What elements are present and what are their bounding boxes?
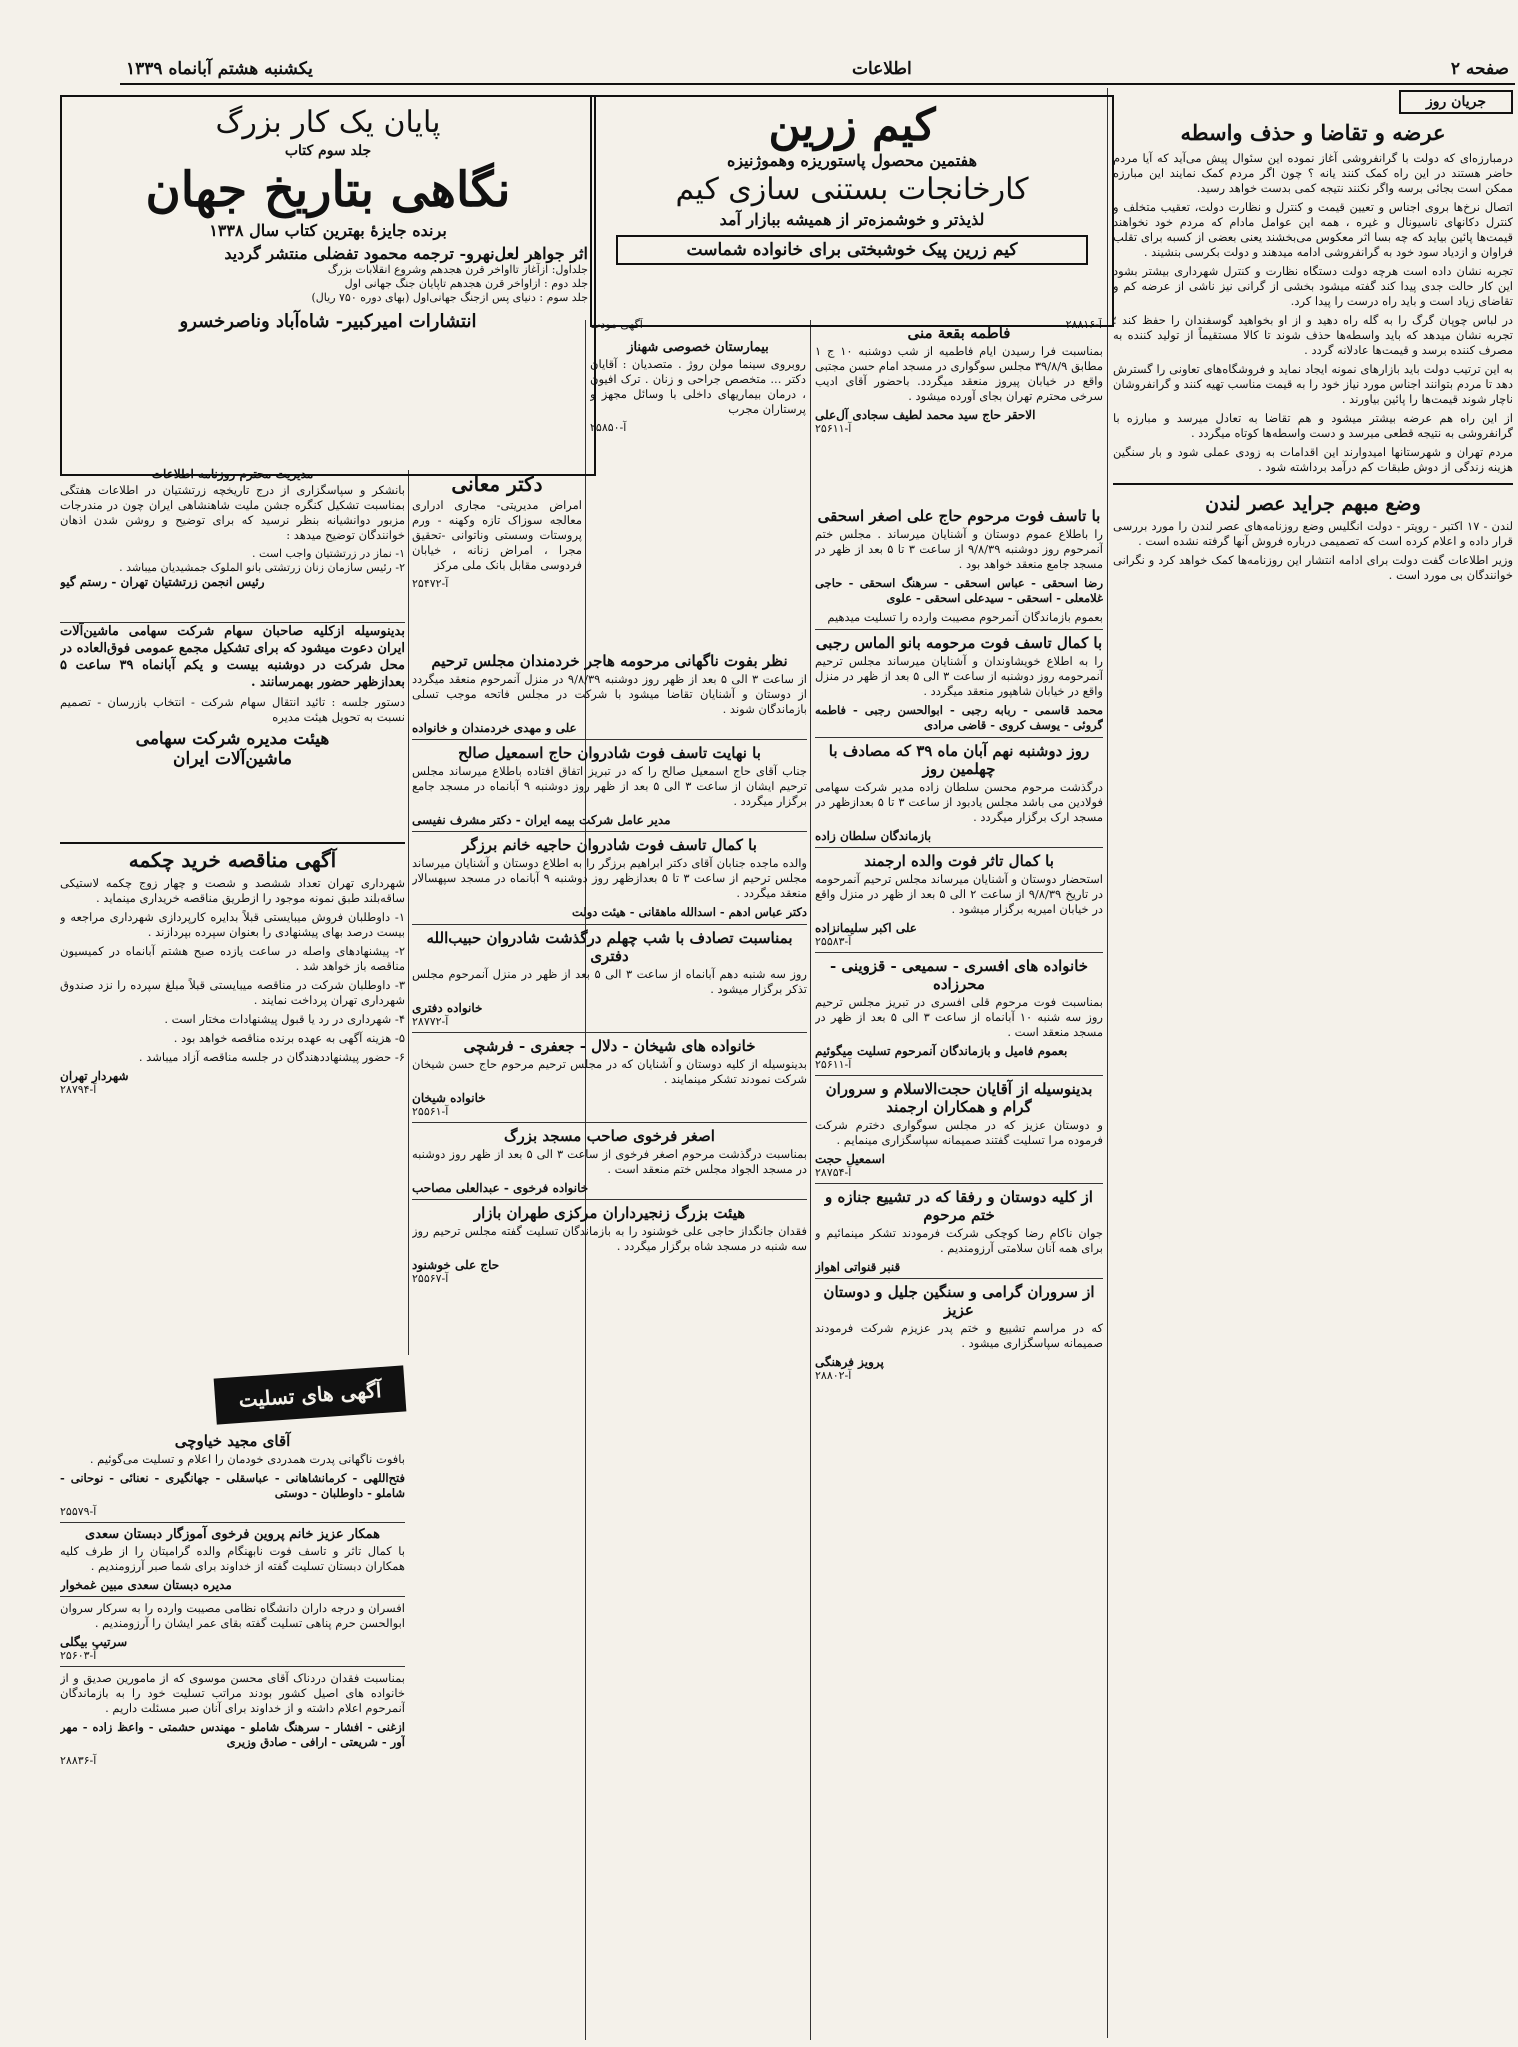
divider	[412, 924, 807, 925]
notice-title: روز دوشنبه نهم آبان ماه ۳۹ که مصادف با چهلمین روز	[828, 742, 1090, 778]
notice-text: بمناسبت فرا رسیدن ایام فاطمیه از شب دوشنبه ۱۰ ج ۱ مطابق ۳۹/۸/۹ مجلس سوگواری در مسجد امام حسن مجتبی واقع در خیابان پیروز منعقد میگردد. باحضور آقای ادیب سرخی محترم تهران بجای آورده میشود .	[815, 344, 1103, 403]
tender-notice	[60, 842, 405, 1364]
editorial-column	[1113, 90, 1513, 2035]
cream-slogan: کیم زرین پیک خوشبختی برای خانواده شماست	[616, 235, 1088, 265]
notice-text: روز سه شنبه دهم آبانماه از ساعت ۳ الی ۵ بعد از ظهر در منزل آنمرحوم مجلس تذکر برگزار میشود .	[412, 967, 807, 996]
notice-text: را به اطلاع خویشاوندان و آشنایان میرساند مجلس ترحیم آنمرحومه روز دوشنبه از ساعت ۳ الی ۵ بعد از ظهر در منزل واقع در خیابان شاهپور منعقد میگردد .	[815, 654, 1103, 698]
notice-signature: علی اکبر سلیمانزاده	[815, 921, 917, 935]
notice-signature: بعموم فامیل و بازماندگان آنمرحوم تسلیت میگوئیم	[815, 1044, 1068, 1058]
fatemeh-notice	[815, 322, 1103, 497]
ad-code: آ-۲۵۸۵۰	[590, 421, 627, 434]
doctor-title: دکتر معانی	[451, 472, 543, 496]
condolence-text: بمناسبت فقدان دردناک آقای محسن موسوی که از مامورین صدیق و از خانواده های اصیل کشور بودند مراتب تسلیت خود را به بازماندگان آنمرحوم اعلام داشته و از خداوند برای آنان صبر مسئلت داریم .	[60, 1671, 405, 1715]
office-letter	[60, 465, 405, 615]
shareholders-sig: هیئت مدیره شرکت سهامی	[135, 729, 330, 749]
notice-text: بمناسبت فوت مرحوم قلی افسری در تبریز مجلس ترحیم روز سه شنبه ۱۰ آبانماه از ساعت ۳ الی ۵ بعد از ظهر در مسجد منعقد است .	[815, 995, 1103, 1039]
cream-title: کیم زرین	[768, 100, 936, 151]
notice-title: نظر بفوت ناگهانی مرحومه هاجر خردمندان مجلس ترحیم	[431, 652, 788, 670]
cream-sub: هفتمین محصول پاستوریزه وهموژنیزه	[726, 151, 978, 170]
paragraph: تجربه نشان داده است هرچه دولت دستگاه نظارت و کنترل شهرداری بیشتر بشود این کار حالت جدی پیدا کند گفته میشود بخشی از گرانی نیز ناشی از عرضه کم و تقاضای زیاد است و باید راه درست را پیدا کرد.	[1113, 264, 1513, 308]
notice-title: خانواده های شیخان - دلال - جعفری - فرشچی	[463, 1037, 756, 1055]
notice-title: هیئت بزرگ زنجیرداران مرکزی طهران بازار	[473, 1204, 746, 1222]
notice-title: از کلیه دوستان و رفقا که در تشییع جنازه و ختم مرحوم	[825, 1188, 1093, 1224]
book-volume: جلد سوم کتاب	[284, 143, 372, 159]
divider	[815, 1183, 1103, 1184]
notice-title: بدینوسیله از آقایان حجت‌الاسلام و سروران گرام و همکاران ارجمند	[825, 1080, 1093, 1116]
tender-item: ۲- پیشنهادهای واصله در ساعت یازده صبح هشتم آبانماه در کمیسیون مناقصه باز خواهد شد .	[60, 944, 405, 973]
condolence-text: با کمال تاثر و تاسف فوت نابهنگام والده گرامیتان را از طرف کلیه همکاران دبستان تسلیت گفته از خداوند برای شما صبر آرزومندیم .	[60, 1544, 405, 1573]
hospital-text: روبروی سینما مولن روژ . متصدیان : آقایان دکتر ... متخصص جراحی و زنان . ترک افیون ، درمان بیماریهای داخلی با وسائل مجهز و پرستاران مجرب	[590, 357, 806, 416]
hospital-ad	[590, 338, 806, 498]
column-rule	[408, 470, 409, 1355]
notice-title: اصغر فرخوی صاحب مسجد بزرگ	[504, 1127, 715, 1145]
divider	[412, 831, 807, 832]
notice-text: بمناسبت درگذشت مرحوم اصغر فرخوی از ساعت ۳ الی ۵ بعد از ظهر روز دوشنبه در مسجد الجواد مجلس ختم منعقد است .	[412, 1147, 807, 1176]
ad-code: آ-۲۸۸۰۲	[815, 1369, 852, 1382]
ad-code: آ-۲۵۵۷۹	[60, 1505, 97, 1518]
notice-signature: خانواده دفتری	[412, 1001, 483, 1015]
news-title: وضع مبهم جراید عصر لندن	[1205, 493, 1421, 515]
paragraph: لندن - ۱۷ اکتبر - رویتر - دولت انگلیس وضع روزنامه‌های عصر لندن را مورد بررسی قرار داده و اعلام کرده است که تصمیمی درباره فروش آنها گرفته نشده است .	[1113, 519, 1513, 548]
notice-title: با تاسف فوت مرحوم حاج علی اصغر اسحقی	[817, 507, 1101, 525]
divider	[815, 1278, 1103, 1279]
shareholders-agenda: دستور جلسه : تائید انتقال سهام شرکت - انتخاب بازرسان - تصمیم نسبت به تحویل هیئت مدیره	[60, 695, 405, 724]
divider	[815, 1075, 1103, 1076]
book-line: جلد دوم : ازاواخر قرن هجدهم تاپایان جنگ جهانی اول	[344, 277, 588, 290]
notice-signature: خانواده فرخوی - عبدالعلی مصاحب	[412, 1181, 589, 1195]
book-line: جلد سوم : دنیای پس ازجنگ جهانی‌اول (بهای دوره ۷۵۰ ریال)	[311, 291, 588, 304]
condolence-text: بافوت ناگهانی پدرت همدردی خودمان را اعلام و تسلیت می‌گوئیم .	[89, 1452, 405, 1466]
notice-signature: بازماندگان سلطان زاده	[815, 829, 932, 843]
doctor-ad	[412, 470, 582, 645]
book-award: برنده جایزهٔ بهترین کتاب سال ۱۳۳۸	[209, 221, 447, 240]
ad-code: آ-۲۵۵۶۱	[412, 1105, 449, 1118]
condolence-title: آقای مجید خیاوچی	[174, 1432, 291, 1450]
divider	[815, 737, 1103, 738]
notice-signature: خانواده شیخان	[412, 1091, 486, 1105]
page-number: صفحه ۲	[1450, 59, 1509, 79]
shareholders-sig: ماشین‌آلات ایران	[173, 749, 292, 769]
notice-signature: پرویز فرهنگی	[815, 1355, 884, 1369]
ad-code: آ-۲۵۴۷۲	[412, 577, 449, 590]
paragraph: به این ترتیب دولت باید بازارهای نمونه ایجاد نماید و فروشگاه‌های تعاونی را گسترش دهد تا مردم بتوانند اجناس مورد نیاز خود را به قیمت مناسب تهیه کنند و گرانفروشان ناچار شوند قیمت‌ها را پائین بیاورند .	[1113, 362, 1513, 406]
condolence-text: افسران و درجه داران دانشگاه نظامی مصیبت وارده را به سرکار سروان ابوالحسن حرم پناهی تسلیت گفته بقای عمر ایشان را آرزومندیم .	[60, 1601, 405, 1630]
condolence-sig: سرتیپ بیگلی	[60, 1635, 128, 1649]
notice-signature: مدیر عامل شرکت بیمه ایران - دکتر مشرف نفیسی	[412, 813, 671, 827]
book-ad	[60, 95, 596, 476]
notice-signature: اسمعیل حجت	[815, 1152, 885, 1166]
notice-signature: بعموم بازماندگان آنمرحوم مصیبت وارده را تسلیت میدهیم	[827, 610, 1103, 624]
notice-text: جناب آقای حاج اسمعیل صالح را که در تبریز اتفاق افتاده باطلاع میرساند مجلس ترحیم ایشان از ساعت ۳ الی ۵ بعد از ظهر روز دوشنبه ۹ آبانماه در مسجد جامع برگزار میگردد .	[412, 764, 807, 808]
ad-agency: آگهی مودت	[590, 318, 643, 331]
divider	[815, 629, 1103, 630]
divider	[60, 1596, 405, 1597]
notice-signature: علی و مهدی خردمندان و خانواده	[412, 721, 577, 735]
ad-code: آ-۲۸۷۹۴	[60, 1083, 97, 1096]
notice-signature: رضا اسحقی - عباس اسحقی - سرهنگ اسحقی - حاجی غلامعلی - اسحقی - سیدعلی اسحقی - علوی	[815, 576, 1103, 605]
hospital-title: بیمارستان خصوصی شهناز	[627, 340, 769, 355]
notice-signature: الاحقر حاج سید محمد لطیف سجادی آل‌علی	[815, 408, 1036, 422]
book-line: جلداول: ازآغاز تااواخر قرن هجدهم وشروع انقلابات بزرگ	[327, 263, 588, 276]
notice-text: از ساعت ۳ الی ۵ بعد از ظهر روز دوشنبه ۹/۸/۳۹ در منزل آنمرحوم منعقد میگردد از دوستان و آشنایان تقاضا میشود با شرکت در مجلس فاتحه موجب تسلی بازماندگان شوند .	[412, 672, 807, 716]
cream-ad	[590, 95, 1114, 327]
notice-title: با کمال تاسف فوت شادروان حاجیه خانم برزگر	[462, 836, 757, 854]
book-publisher: انتشارات امیرکبیر- شاه‌آباد وناصرخسرو	[179, 311, 477, 332]
tender-item: ۶- حضور پیشنهاددهندگان در جلسه مناقصه آزاد میباشد .	[138, 1050, 405, 1064]
tender-item: شهرداری تهران تعداد ششصد و شصت و چهار زوج چکمه لاستیکی ساقه‌بلند طبق نمونه موجود را ازطریق مناقصه خریداری مینماید .	[60, 876, 405, 905]
paragraph: مردم تهران و شهرستانها امیدوارند این اقدامات به زودی عملی شود و بار سنگین هزینه زندگی از دوش طبقات کم درآمد برداشته شود .	[1113, 445, 1513, 474]
editorial-body	[1113, 151, 1513, 475]
ad-code: آ-۲۵۵۸۳	[815, 935, 852, 948]
tender-item: ۱- داوطلبان فروش میبایستی قبلاً بدایره کارپردازی شهرداری مراجعه و بیست درصد بهای پیشنهادی را بعنوان سپرده بپردازند .	[60, 910, 405, 939]
divider	[815, 847, 1103, 848]
notice-title: فاطمه بقعة منی	[907, 324, 1011, 342]
notices-column-left	[412, 650, 807, 2035]
doctor-text: امراض مدیریتی- مجاری ادراری معالجه سوزاک تازه وکهنه - ورم پروستات وسستی وناتوانی -تحقیق مجرا ، امراض زنانه ، خیابان فردوسی مقابل بانک ملی مرکز	[412, 498, 582, 572]
book-author: اثر جواهر لعل‌نهرو- ترجمه محمود تفضلی منتشر گردید	[224, 244, 588, 263]
condolence-column	[60, 1430, 405, 2030]
notice-text: و دوستان عزیز که در مجلس سوگواری دخترم شرکت فرموده مرا تسلیت گفتند صمیمانه سپاسگزاری مینمایم .	[815, 1118, 1103, 1147]
notice-title: با کمال تاسف فوت مرحومه بانو الماس رجبی	[815, 634, 1103, 652]
notice-text: که در مراسم تشییع و ختم پدر عزیزم شرکت فرمودند صمیمانه سپاسگزاری میشود .	[815, 1321, 1103, 1350]
notice-signature: حاج علی خوشنود	[412, 1258, 500, 1272]
notice-title: خانواده های افسری - سمیعی - قزوینی - محرزاده	[829, 957, 1089, 993]
condolence-sig: مدیره دبستان سعدی مبین غمخوار	[60, 1578, 232, 1592]
notice-text: استحضار دوستان و آشنایان میرساند مجلس ترحیم آنمرحومه در تاریخ ۹/۸/۳۹ از ساعت ۲ الی ۵ بعد از ظهر در منزل واقع در خیابان امیریه برگزار میشود .	[815, 872, 1103, 916]
masthead	[120, 55, 1515, 85]
divider	[412, 1122, 807, 1123]
condolence-banner: آگهی های تسلیت	[214, 1365, 407, 1424]
cream-tagline: لذیذتر و خوشمزه‌تر از همیشه ببازار آمد	[719, 210, 985, 229]
ad-code: آ-۲۵۶۰۳	[60, 1649, 97, 1662]
divider	[1113, 483, 1513, 485]
condolence-sig: فتح‌اللهی - کرمانشاهانی - عباسقلی - جهانگیری - نعنائی - نوحانی - شاملو - داوطلبان - دوستی	[60, 1471, 405, 1500]
editorial-title: عرضه و تقاضا و حذف واسطه	[1180, 120, 1446, 145]
paragraph: وزیر اطلاعات گفت دولت برای ادامه انتشار این روزنامه‌ها کمک خواهد کرد و نگرانی خوانندگان بی مورد است .	[1113, 553, 1513, 582]
notice-signature: دکتر عباس ادهم - اسدالله ماهقانی - هیئت دولت	[571, 905, 807, 919]
condolence-sig: ازغنی - افشار - سرهنگ شاملو - مهندس حشمتی - واعظ زاده - مهر آور - شریعتی - ارافی - صادق وزیری	[60, 1720, 405, 1749]
tender-item: ۳- داوطلبان شرکت در مناقصه میبایستی قبلاً مبلغ سپرده را نزد صندوق شهرداری تهران پرداخت نمایند .	[60, 978, 405, 1007]
ad-code: آ-۲۸۷۷۲	[412, 1015, 449, 1028]
ad-code: آ-۲۵۶۱۱	[815, 422, 852, 435]
notice-text: را باطلاع عموم دوستان و آشنایان میرساند . مجلس ختم آنمرحوم روز دوشنبه ۹/۸/۳۹ از ساعت ۳ تا ۵ بعد از ظهر در مسجد جامع منعقد خواهد بود .	[815, 527, 1103, 571]
book-top: پایان یک کار بزرگ	[215, 105, 441, 140]
ad-code: آ-۲۵۵۶۷	[412, 1272, 449, 1285]
column-label: جریان روز	[1399, 90, 1513, 114]
cream-factory: کارخانجات بستنی سازی کیم	[675, 172, 1029, 207]
notice-text: جوان ناکام رضا کوچکی شرکت فرمودند تشکر مینمائیم و برای همه آنان سلامتی آرزومندیم .	[815, 1226, 1103, 1255]
notice-text: والده ماجده جنابان آقای دکتر ابراهیم برزگر را به اطلاع دوستان و آشنایان میرساند مجلس ترحیم از ساعت ۳ تا ۵ بعدازظهر روز دوشنبه ۹ آبانماه در مسجد سپهسالار منعقد میگردد .	[412, 856, 807, 900]
letter-item: ۲- رئیس سازمان زنان زرتشتی بانو الملوک جمشیدیان میباشد .	[119, 561, 405, 574]
notice-text: فقدان جانگداز حاجی علی خوشنود را به بازماندگان تسلیت گفته مجلس ترحیم روز سه شنبه در مسجد شاه برگزار میگردد .	[412, 1224, 807, 1253]
paragraph: درمبارزه‌ای که دولت با گرانفروشی آغاز نموده این سئوال پیش می‌آید که آیا مردم حاضر هستند در این راه کمک کنند یانه ؟ چون اگر مردم کمک نمایند این مبارزه ممکن است بجائی برسه واگر نکنند نتیجه کمی بدست خواهد رسید.	[1113, 151, 1513, 195]
column-rule	[1107, 88, 1108, 2038]
issue-date: یکشنبه هشتم آبانماه ۱۳۳۹	[126, 59, 313, 79]
paragraph: اتصال نرخ‌ها بروی اجناس و تعیین قیمت و کنترل و نظارت دولت، تعقیب متخلف و کنترل دکانهای ناسیونال و غیره ، همه این عوامل مادام که مردم خود نخواهند قیمت‌ها پائین بیاید که چه بسا اثر معکوس می‌بخشند یعنی بعضی از کسبه برای تقلب فراوان و ازدیاد سود خود به گرانفروشی ادامه میدهند و دولت بکرسی بنشیند .	[1113, 200, 1513, 259]
condolence-title: همکار عزیز خانم پروین فرخوی آموزگار دبستان سعدی	[85, 1527, 380, 1542]
ad-code: آ-۲۸۸۱۶	[1065, 318, 1102, 331]
paper-name: اطلاعات	[851, 59, 912, 79]
divider	[815, 952, 1103, 953]
shareholders-text: بدینوسیله ازکلیه صاحبان سهام شرکت سهامی ماشین‌آلات ایران دعوت میشود که برای تشکیل مجمع عمومی فوق‌العاده در محل شرکت در دوشنبه بیست و یکم آبانماه ۳۹ ساعت ۵ بعدازظهر حضور بهمرسانند .	[60, 624, 405, 690]
divider	[412, 1199, 807, 1200]
tender-item: ۵- هزینه آگهی به عهده برنده مناقصه خواهد بود .	[173, 1031, 405, 1045]
letter-text: بانشکر و سپاسگزاری از درج تاریخچه زرتشتیان در اطلاعات هفتگی بمناسبت تشکیل کنگره جشن ملیت شاهنشاهی ایران چون در مندرجات مزبور دوانشیانه بنظر نرسید که برای توضیح و روشن شدن اذهان خوانندگان توضیح میدهد :	[60, 483, 405, 542]
notice-signature: محمد قاسمی - ربابه رجبی - ابوالحسن رجبی - فاطمه گروئی - یوسف کروی - قاضی مرادی	[815, 703, 1103, 732]
column-rule	[810, 320, 811, 2040]
divider	[412, 1032, 807, 1033]
letter-title: مدیریت محترم روزنامه اطلاعات	[151, 467, 314, 481]
notice-text: درگذشت مرحوم محسن سلطان زاده مدیر شرکت سهامی فولادین می باشد مجلس یادبود از ساعت ۳ تا ۵ بعدازظهر در مسجد ارک برگزار میگردد .	[815, 780, 1103, 824]
notice-text: بدینوسیله از کلیه دوستان و آشنایان که در مجلس ترحیم مرحوم حاج حسن شیخان شرکت نمودند تشکر مینمایند .	[412, 1057, 807, 1086]
paragraph: در لباس چوپان گرگ را به گله راه دهید و از او بخواهید گوسفندان را حفظ کند ؛ تجربه نشان میدهد که باید واسطه‌ها حذف شوند تا کالا مستقیماً از تولید کننده به مصرف کننده برسد و قیمت‌ها عادلانه گردد .	[1113, 313, 1513, 357]
tender-item: ۴- شهرداری در رد یا قبول پیشنهادات مختار است .	[164, 1012, 405, 1026]
book-title: نگاهی بتاریخ جهان	[145, 162, 511, 218]
divider	[60, 1522, 405, 1523]
ad-code: آ-۲۸۷۵۴	[815, 1166, 852, 1179]
notice-title: با کمال تاثر فوت والده ارجمند	[864, 852, 1054, 870]
tender-title: آگهی مناقصه خرید چکمه	[128, 848, 337, 872]
letter-item: ۱- نماز در زرتشتیان واجب است .	[251, 547, 405, 560]
ad-code: آ-۲۵۶۱۱	[815, 1058, 852, 1071]
notice-title: از سروران گرامی و سنگین جلیل و دوستان عزیز	[823, 1283, 1095, 1319]
ad-code: آ-۲۸۸۳۶	[60, 1754, 97, 1767]
notice-title: با نهایت تاسف فوت شادروان حاج اسمعیل صالح	[458, 744, 761, 762]
shareholders-notice	[60, 622, 405, 838]
paragraph: از این راه هم عرضه بیشتر میشود و هم تقاضا به تعادل میرسد و مبارزه با گرانفروشی به نتیجه قطعی میرسد و دست واسطه‌ها کوتاه میگردد .	[1113, 411, 1513, 440]
tender-signature: شهردار تهران	[60, 1069, 129, 1083]
notice-title: بمناسبت تصادف با شب چهلم درگذشت شادروان حبیب‌الله دفتری	[426, 929, 793, 965]
notice-signature: قنبر قنواتی اهواز	[815, 1260, 901, 1274]
notices-column-right	[815, 505, 1103, 2035]
divider	[60, 1666, 405, 1667]
letter-signature: رئیس انجمن زرتشتیان تهران - رستم گیو	[60, 575, 265, 589]
divider	[412, 739, 807, 740]
